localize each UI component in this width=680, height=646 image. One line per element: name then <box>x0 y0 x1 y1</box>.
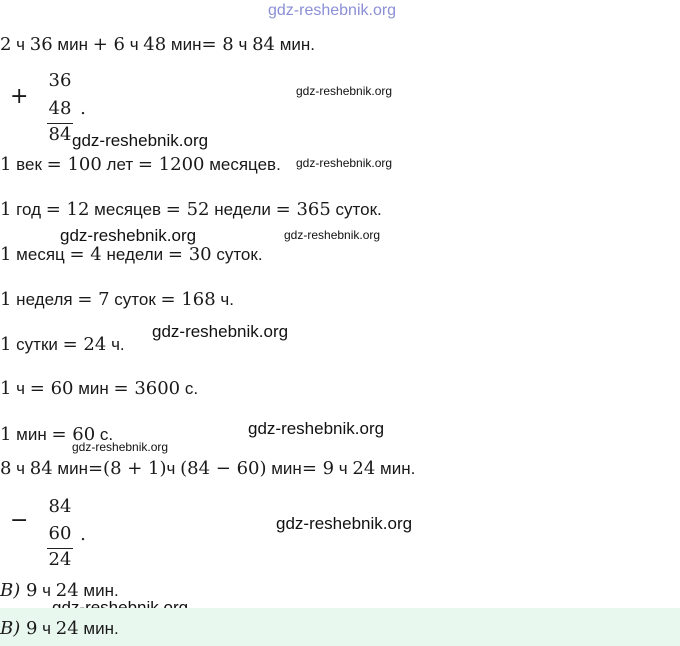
watermark: gdz-reshebnik.org <box>248 419 385 438</box>
watermark: gdz-reshebnik.org <box>276 514 413 533</box>
answer-line: B) 9 ч 24 мин. <box>0 618 119 639</box>
watermark: gdz-reshebnik.org <box>284 228 381 242</box>
equation-line-9: 8 ч 84 мин=(8 + 1)ч (84 − 60) мин= 9 ч 24 мин. <box>0 458 416 479</box>
watermark: gdz-reshebnik.org <box>296 84 393 98</box>
watermark: gdz-reshebnik.org <box>152 322 289 341</box>
equation-line-4: 1 месяц = 4 недели = 30 суток. <box>0 244 263 265</box>
addition-dot: . <box>80 98 86 119</box>
equation-line-1: 2 ч 36 мин + 6 ч 48 мин= 8 ч 84 мин. <box>0 34 315 55</box>
equation-line-2: 1 век = 100 лет = 1200 месяцев. <box>0 154 281 175</box>
addend-48: 48 <box>48 98 72 119</box>
equation-line-7: 1 ч = 60 мин = 3600 с. <box>0 378 199 399</box>
subtrahend-60: 60 <box>48 523 72 544</box>
equation-line-3: 1 год = 12 месяцев = 52 недели = 365 суток. <box>0 199 382 220</box>
addend-36: 36 <box>48 70 72 91</box>
difference-24: 24 <box>48 549 72 570</box>
equation-line-10: B) 9 ч 24 мин. <box>0 580 119 601</box>
equation-line-6: 1 сутки = 24 ч. <box>0 334 125 355</box>
subtraction-dot: . <box>80 524 86 545</box>
watermark: gdz-reshebnik.org <box>296 156 393 170</box>
watermark: gdz-reshebnik.org <box>60 226 197 245</box>
equation-line-8: 1 мин = 60 с. <box>0 424 114 445</box>
watermark: gdz-reshebnik.org <box>72 131 209 150</box>
watermark-top: gdz-reshebnik.org <box>268 2 397 19</box>
watermark: gdz-reshebnik.org <box>72 440 169 454</box>
equation-line-5: 1 неделя = 7 суток = 168 ч. <box>0 289 234 310</box>
minuend-84: 84 <box>48 496 72 517</box>
sum-84: 84 <box>48 124 72 145</box>
plus-sign: + <box>10 84 29 109</box>
minus-sign: − <box>10 508 29 533</box>
